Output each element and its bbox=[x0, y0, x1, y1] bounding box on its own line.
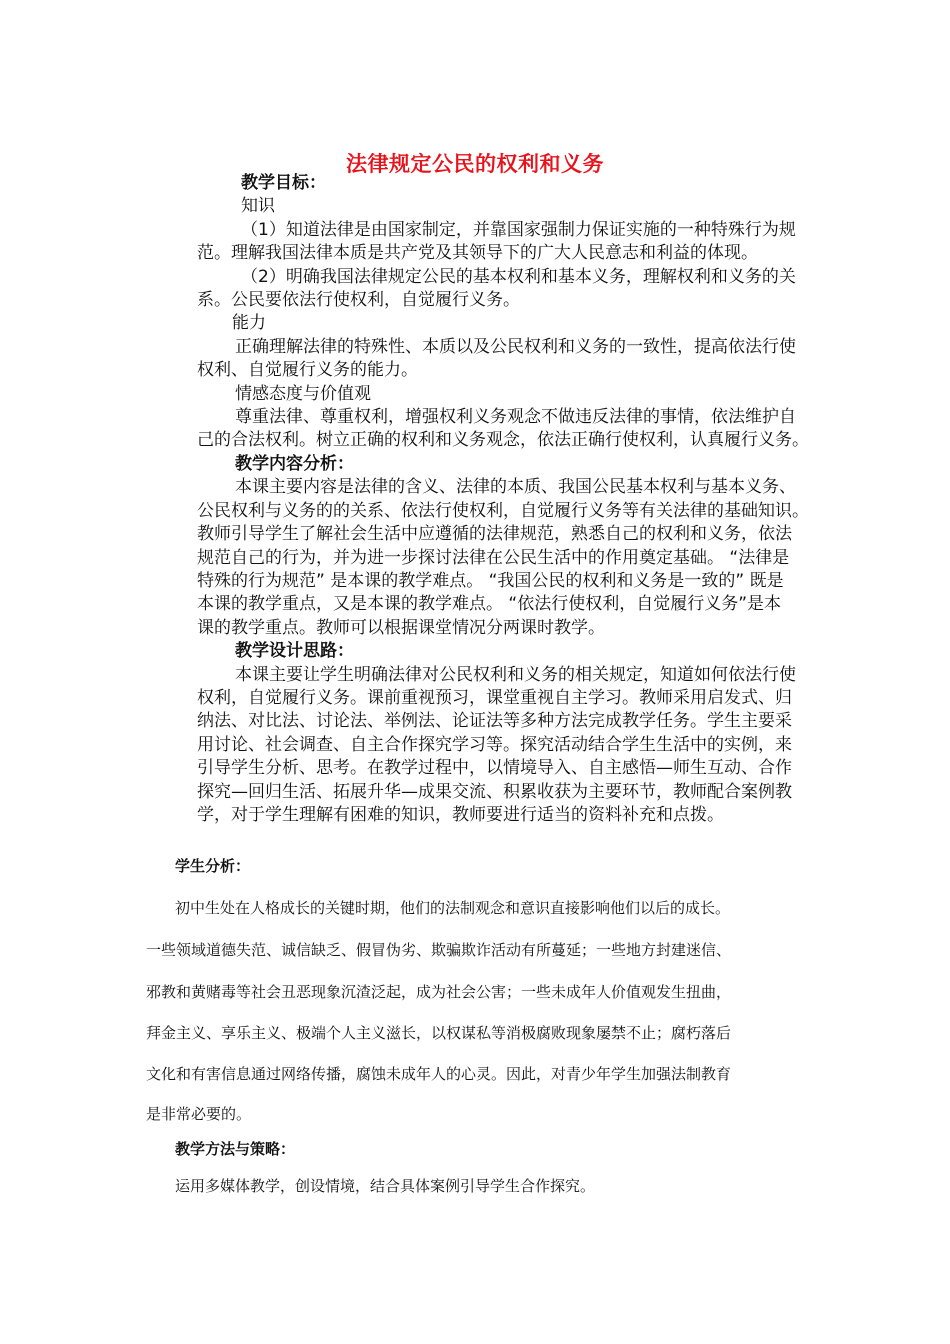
design-heading: 教学设计思路： bbox=[235, 641, 354, 662]
design-line: 权利，自觉履行义务。课前重视预习，课堂重视自主学习。教师采用启发式、归 bbox=[197, 687, 792, 708]
ability-label: 能力 bbox=[232, 313, 266, 334]
content-analysis-line: 特殊的行为规范” 是本课的教学难点。 “我国公民的权利和义务是一致的” 既是 bbox=[197, 570, 784, 591]
objectives-section bbox=[197, 172, 827, 827]
content-analysis-line: 本课主要内容是法律的含义、法律的本质、我国公民基本权利与基本义务、 bbox=[235, 477, 796, 498]
design-line: 用讨论、社会调查、自主合作探究学习等。探究活动结合学生生活中的实例，来 bbox=[197, 734, 792, 755]
student-analysis-line: 初中生处在人格成长的关键时期，他们的法制观念和意识直接影响他们以后的成长。 bbox=[175, 899, 731, 917]
knowledge-item-2-line-2: 系。公民要依法行使权利，自觉履行义务。 bbox=[197, 290, 520, 311]
content-analysis-line: 公民权利与义务的的关系、依法行使权利，自觉履行义务等有关法律的基础知识。 bbox=[197, 500, 809, 521]
objectives-heading: 教学目标： bbox=[241, 173, 326, 193]
emotion-line-2: 己的合法权利。树立正确的权利和义务观念，依法正确行使权利，认真履行义务。 bbox=[197, 430, 809, 451]
knowledge-item-2-line-1: （2）明确我国法律规定公民的基本权利和基本义务，理解权利和义务的关 bbox=[241, 266, 796, 287]
student-analysis-line: 文化和有害信息通过网络传播，腐蚀未成年人的心灵。因此，对青少年学生加强法制教育 bbox=[146, 1065, 732, 1083]
ability-line-2: 权利、自觉履行义务的能力。 bbox=[197, 360, 418, 381]
methods-heading: 教学方法与策略： bbox=[175, 1140, 296, 1158]
knowledge-label: 知识 bbox=[241, 196, 275, 217]
document-title: 法律规定公民的权利和义务 bbox=[346, 152, 604, 176]
emotion-line-1: 尊重法律、尊重权利，增强权利义务观念不做违反法律的事情，依法维护自 bbox=[235, 407, 796, 428]
methods-text: 运用多媒体教学，创设情境，结合具体案例引导学生合作探究。 bbox=[175, 1177, 596, 1195]
content-analysis-line: 规范自己的行为，并为进一步探讨法律在公民生活中的作用奠定基础。 “法律是 bbox=[197, 547, 790, 568]
ability-line-1: 正确理解法律的特殊性、本质以及公民权利和义务的一致性，提高依法行使 bbox=[235, 336, 796, 357]
emotion-label: 情感态度与价值观 bbox=[235, 383, 371, 404]
student-analysis-heading: 学生分析： bbox=[175, 857, 251, 875]
design-line: 探究—回归生活、拓展升华—成果交流、积累收获为主要环节，教师配合案例教 bbox=[197, 781, 792, 802]
content-analysis-line: 本课的教学重点，又是本课的教学难点。 “依法行使权利，自觉履行义务”是本 bbox=[197, 594, 782, 615]
content-analysis-heading: 教学内容分析： bbox=[235, 453, 354, 474]
design-line: 本课主要让学生明确法律对公民权利和义务的相关规定，知道如何依法行使 bbox=[235, 664, 796, 685]
knowledge-item-1-line-1: （1）知道法律是由国家制定，并靠国家强制力保证实施的一种特殊行为规 bbox=[241, 219, 796, 240]
student-analysis-line: 拜金主义、享乐主义、极端个人主义滋长，以权谋私等消极腐败现象屡禁不止；腐朽落后 bbox=[146, 1024, 732, 1042]
design-line: 纳法、对比法、讨论法、举例法、论证法等多种方法完成教学任务。学生主要采 bbox=[197, 711, 792, 732]
student-analysis-line: 是非常必要的。 bbox=[146, 1105, 252, 1123]
student-analysis-line: 邪教和黄赌毒等社会丑恶现象沉渣泛起，成为社会公害；一些未成年人价值观发生扭曲， bbox=[146, 983, 732, 1001]
design-line: 引导学生分析、思考。在教学过程中，以情境导入、自主感悟—师生互动、合作 bbox=[197, 758, 792, 779]
content-analysis-line: 教师引导学生了解社会生活中应遵循的法律规范，熟悉自己的权利和义务，依法 bbox=[197, 524, 792, 545]
content-analysis-line: 课的教学重点。教师可以根据课堂情况分两课时教学。 bbox=[197, 617, 605, 638]
student-analysis-line: 一些领域道德失范、诚信缺乏、假冒伪劣、欺骗欺诈活动有所蔓延；一些地方封建迷信、 bbox=[146, 941, 732, 959]
knowledge-item-1-line-2: 范。理解我国法律本质是共产党及其领导下的广大人民意志和利益的体现。 bbox=[197, 243, 758, 264]
design-line: 学，对于学生理解有困难的知识，教师要进行适当的资料补充和点拨。 bbox=[197, 804, 724, 825]
